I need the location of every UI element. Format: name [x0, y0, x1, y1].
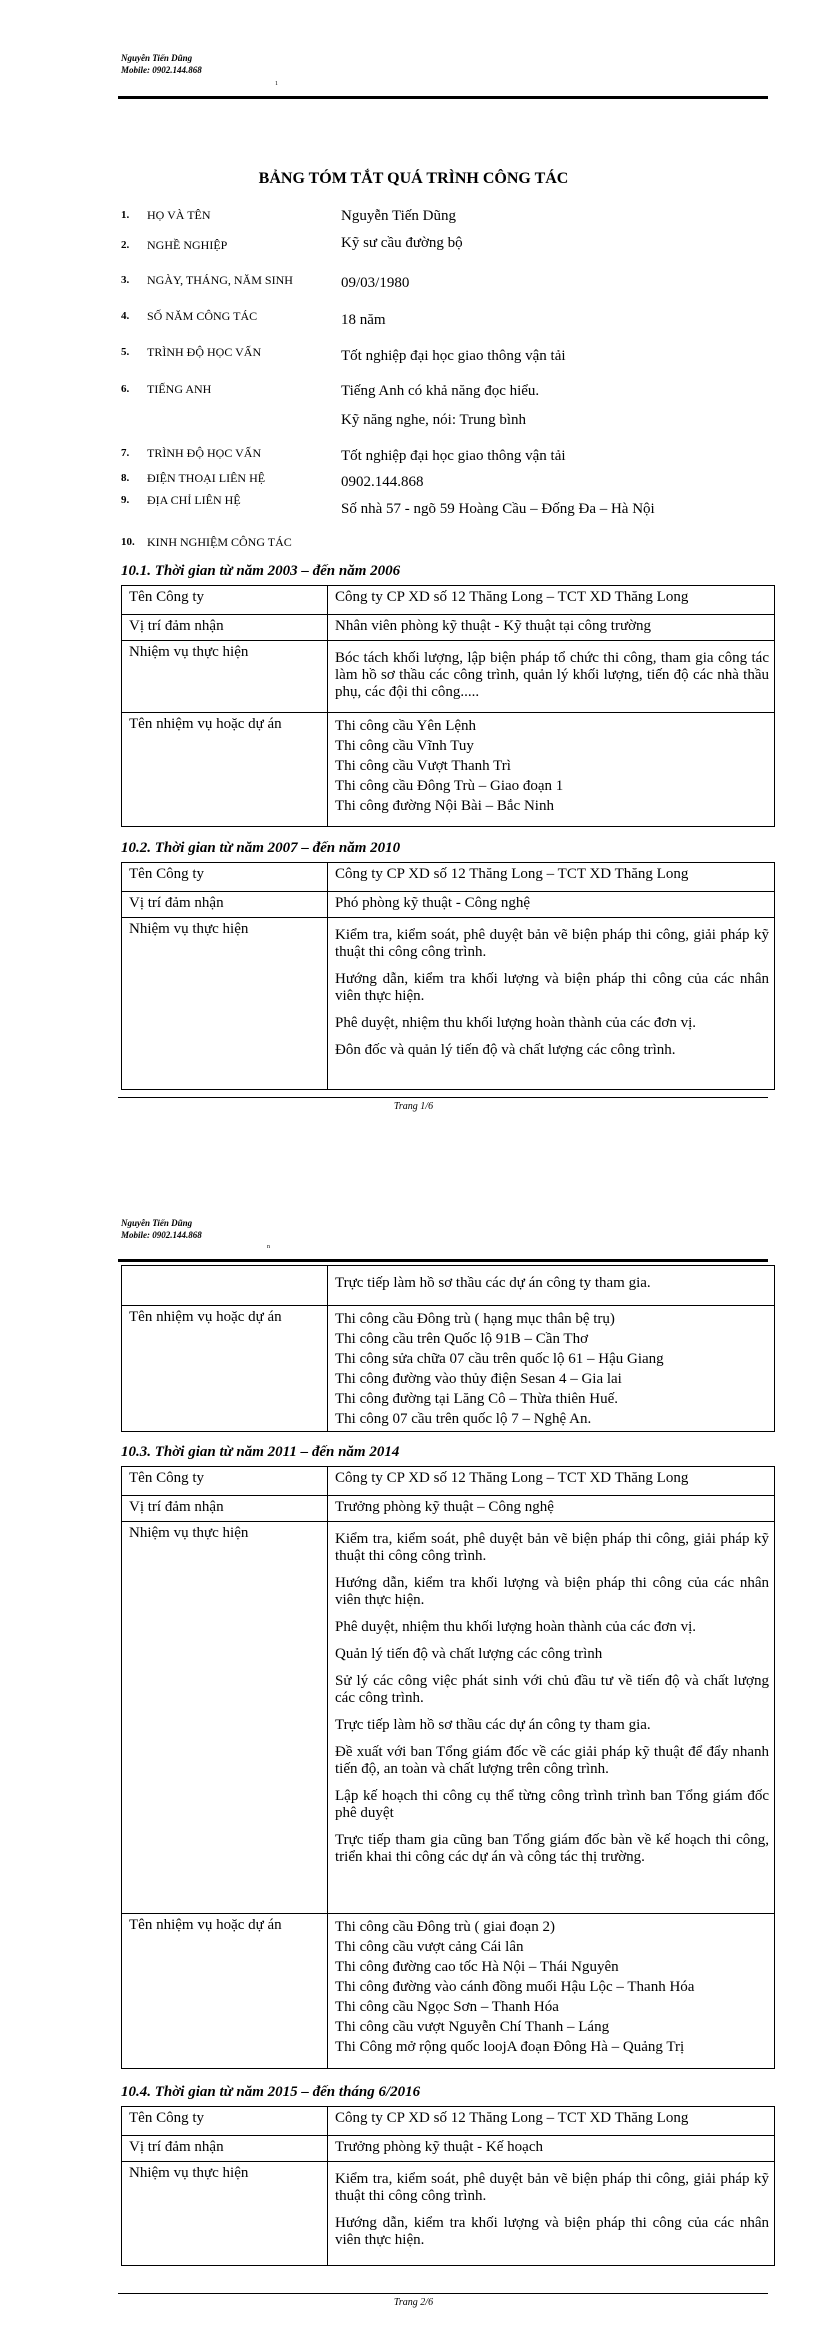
table-row	[122, 1914, 775, 2069]
row-label: Tên nhiệm vụ hoặc dự án	[122, 713, 328, 827]
table-row	[122, 1306, 775, 1432]
row-value: Phó phòng kỹ thuật - Công nghệ	[328, 892, 775, 918]
duty-item: Kiểm tra, kiểm soát, phê duyệt bản vẽ biện pháp thi công, giải pháp kỹ thuật thi công công trình.	[335, 1531, 769, 1564]
info-num: 8.	[121, 472, 130, 484]
project-item: Thi công cầu Vượt Thanh Trì	[335, 758, 511, 774]
experience-table	[121, 862, 775, 1090]
row-value	[328, 1306, 775, 1432]
experience-table	[121, 2106, 775, 2266]
table-row	[122, 2162, 775, 2266]
table-row	[122, 615, 775, 641]
header-rule	[118, 1259, 768, 1262]
project-item: Thi công đường tại Lăng Cô – Thừa thiên Huế.	[335, 1391, 619, 1407]
duty-item: Kiểm tra, kiểm soát, phê duyệt bản vẽ biện pháp thi công, giải pháp kỹ thuật thi công công trình.	[335, 2171, 769, 2204]
section-heading: 10.1. Thời gian từ năm 2003 – đến năm 2006	[121, 563, 401, 579]
info-value: Tốt nghiệp đại học giao thông vận tải	[341, 448, 566, 464]
duty-item: Trực tiếp làm hồ sơ thầu các dự án công ty tham gia.	[335, 1275, 651, 1291]
row-value	[328, 1266, 775, 1306]
table-row	[122, 713, 775, 827]
row-value: Trưởng phòng kỹ thuật - Kế hoạch	[328, 2136, 775, 2162]
info-label: ĐIỆN THOẠI LIÊN HỆ	[147, 471, 266, 485]
info-label: TIẾNG ANH	[147, 382, 212, 396]
project-item: Thi công cầu vượt cảng Cái lân	[335, 1939, 524, 1955]
experience-table	[121, 585, 775, 827]
row-label: Vị trí đảm nhận	[122, 1496, 328, 1522]
row-value: Công ty CP XD số 12 Thăng Long – TCT XD Thăng Long	[328, 2107, 775, 2136]
header-rule	[118, 96, 768, 99]
duty-item: Trực tiếp tham gia cũng ban Tổng giám đốc bàn về kế hoạch thi công, triển khai thi công các dự án và công tác thị trường.	[335, 1832, 769, 1865]
project-item: Thi công cầu Đông trù ( giai đoạn 2)	[335, 1919, 555, 1935]
info-value: 18 năm	[341, 312, 386, 328]
row-value	[328, 918, 775, 1090]
duty-item: Hướng dẫn, kiểm tra khối lượng và biện pháp thi công của các nhân viên thực hiện.	[335, 2215, 769, 2248]
row-value	[328, 1522, 775, 1914]
table-row	[122, 1522, 775, 1914]
info-label: NGHỀ NGHIỆP	[147, 238, 228, 252]
info-label: HỌ VÀ TÊN	[147, 208, 211, 222]
info-value: Kỹ năng nghe, nói: Trung bình	[341, 412, 527, 428]
row-label: Tên Công ty	[122, 586, 328, 615]
duty-item: Bóc tách khối lượng, lập biện pháp tổ chức thi công, tham gia công tác làm hồ sơ thầu các công trình, quản lý khối lượng, tiến độ các nhà thầu phụ, các đội thi công.....	[335, 650, 769, 700]
row-label: Tên Công ty	[122, 1467, 328, 1496]
info-label: SỐ NĂM CÔNG TÁC	[147, 309, 258, 323]
project-item: Thi công cầu Đông trù ( hạng mục thân bệ trụ)	[335, 1311, 615, 1327]
row-value: Công ty CP XD số 12 Thăng Long – TCT XD Thăng Long	[328, 863, 775, 892]
header-name: Nguyễn Tiến Dũng	[121, 53, 193, 63]
page-number: Trang 2/6	[393, 2297, 434, 2308]
info-value: Tốt nghiệp đại học giao thông vận tải	[341, 348, 566, 364]
duty-item: Đề xuất với ban Tổng giám đốc về các giải pháp kỹ thuật để đẩy nhanh tiến độ, an toàn và chất lượng trên công trình.	[335, 1744, 769, 1777]
row-label: Nhiệm vụ thực hiện	[122, 1522, 328, 1914]
project-item: Thi công cầu Yên Lệnh	[335, 718, 477, 734]
duty-item: Lập kế hoạch thi công cụ thể từng công trình trình ban Tổng giám đốc phê duyệt	[335, 1788, 769, 1821]
duty-item: Phê duyệt, nhiệm thu khối lượng hoàn thành của các đơn vị.	[335, 1619, 697, 1635]
header-block	[121, 52, 202, 76]
row-value: Công ty CP XD số 12 Thăng Long – TCT XD Thăng Long	[328, 586, 775, 615]
row-value	[328, 2162, 775, 2266]
row-label: Vị trí đảm nhận	[122, 892, 328, 918]
info-num: 2.	[121, 239, 130, 251]
duty-item: Hướng dẫn, kiểm tra khối lượng và biện pháp thi công của các nhân viên thực hiện.	[335, 971, 769, 1004]
section-heading: 10.4. Thời gian từ năm 2015 – đến tháng 6/2016	[121, 2084, 421, 2100]
row-value: Nhân viên phòng kỹ thuật - Kỹ thuật tại công trường	[328, 615, 775, 641]
info-num: 4.	[121, 310, 130, 322]
footer-rule	[118, 1097, 768, 1098]
table-row	[122, 918, 775, 1090]
header-mobile: Mobile: 0902.144.868	[121, 65, 202, 75]
project-item: Thi công cầu vượt Nguyễn Chí Thanh – Láng	[335, 2019, 610, 2035]
row-label: Vị trí đảm nhận	[122, 2136, 328, 2162]
duty-item: Đôn đốc và quản lý tiến độ và chất lượng các công trình.	[335, 1042, 676, 1058]
info-num: 3.	[121, 274, 130, 286]
info-num: 5.	[121, 346, 130, 358]
project-item: Thi công đường vào cánh đồng muối Hậu Lộc – Thanh Hóa	[335, 1979, 695, 1995]
row-value: Công ty CP XD số 12 Thăng Long – TCT XD Thăng Long	[328, 1467, 775, 1496]
section-heading: 10.3. Thời gian từ năm 2011 – đến năm 2014	[121, 1444, 400, 1460]
row-label: Tên nhiệm vụ hoặc dự án	[122, 1914, 328, 2069]
info-num: 6.	[121, 383, 130, 395]
project-item: Thi công đường vào thủy điện Sesan 4 – Gia lai	[335, 1371, 622, 1387]
info-value: Số nhà 57 - ngõ 59 Hoàng Cầu – Đống Đa – Hà Nội	[341, 501, 655, 517]
project-item: Thi công cầu trên Quốc lộ 91B – Cần Thơ	[335, 1331, 589, 1347]
info-value: Kỹ sư cầu đường bộ	[341, 235, 463, 251]
info-label: ĐỊA CHỈ LIÊN HỆ	[147, 493, 241, 507]
experience-table	[121, 1466, 775, 2069]
table-row	[122, 1467, 775, 1496]
page-title: BẢNG TÓM TẮT QUÁ TRÌNH CÔNG TÁC	[258, 170, 569, 187]
info-num: 10.	[121, 536, 135, 548]
row-label: Nhiệm vụ thực hiện	[122, 641, 328, 713]
table-row	[122, 641, 775, 713]
duty-item: Kiểm tra, kiểm soát, phê duyệt bản vẽ biện pháp thi công, giải pháp kỹ thuật thi công công trình.	[335, 927, 769, 960]
table-row	[122, 1266, 775, 1306]
duty-item: Sử lý các công việc phát sinh với chủ đầu tư về tiến độ và chất lượng các công trình.	[335, 1673, 769, 1706]
header-mark: n	[267, 1244, 270, 1250]
row-value	[328, 713, 775, 827]
footer-rule	[118, 2293, 768, 2294]
info-value: 0902.144.868	[341, 474, 424, 490]
duty-item: Trực tiếp làm hồ sơ thầu các dự án công ty tham gia.	[335, 1717, 651, 1733]
table-row	[122, 586, 775, 615]
info-num: 1.	[121, 209, 130, 221]
project-item: Thi công cầu Vĩnh Tuy	[335, 738, 474, 754]
header-mark: 1	[275, 81, 278, 87]
page-1	[0, 0, 827, 1150]
info-label: TRÌNH ĐỘ HỌC VẤN	[147, 345, 262, 359]
project-item: Thi Công mở rộng quốc loojA đoạn Đông Hà – Quảng Trị	[335, 2039, 685, 2055]
table-row	[122, 2107, 775, 2136]
header-mobile: Mobile: 0902.144.868	[121, 1230, 202, 1240]
info-label: NGÀY, THÁNG, NĂM SINH	[147, 273, 293, 287]
section-heading: 10.2. Thời gian từ năm 2007 – đến năm 2010	[121, 840, 401, 856]
info-value: Nguyễn Tiến Dũng	[341, 208, 457, 224]
duty-item: Phê duyệt, nhiệm thu khối lượng hoàn thành của các đơn vị.	[335, 1015, 697, 1031]
info-value: Tiếng Anh có khả năng đọc hiểu.	[341, 383, 540, 399]
info-label: TRÌNH ĐỘ HỌC VẤN	[147, 446, 262, 460]
row-label: Tên Công ty	[122, 863, 328, 892]
row-value: Trưởng phòng kỹ thuật – Công nghệ	[328, 1496, 775, 1522]
row-label: Nhiệm vụ thực hiện	[122, 2162, 328, 2266]
row-value	[328, 641, 775, 713]
page-number: Trang 1/6	[393, 1101, 434, 1112]
info-num: 9.	[121, 494, 130, 506]
header-name: Nguyễn Tiến Dũng	[121, 1218, 193, 1228]
project-item: Thi công đường Nội Bài – Bắc Ninh	[335, 798, 554, 814]
header-block	[121, 1217, 202, 1241]
row-label: Tên Công ty	[122, 2107, 328, 2136]
row-label: Tên nhiệm vụ hoặc dự án	[122, 1306, 328, 1432]
duty-item: Hướng dẫn, kiểm tra khối lượng và biện pháp thi công của các nhân viên thực hiện.	[335, 1575, 769, 1608]
info-value: 09/03/1980	[341, 275, 410, 291]
table-row	[122, 892, 775, 918]
project-item: Thi công cầu Ngọc Sơn – Thanh Hóa	[335, 1999, 559, 2015]
table-row	[122, 863, 775, 892]
project-item: Thi công đường cao tốc Hà Nội – Thái Nguyên	[335, 1959, 619, 1975]
table-row	[122, 1496, 775, 1522]
project-item: Thi công cầu Đông Trù – Giao đoạn 1	[335, 778, 564, 794]
row-label: Nhiệm vụ thực hiện	[122, 918, 328, 1090]
info-num: 7.	[121, 447, 130, 459]
table-row	[122, 2136, 775, 2162]
info-label: KINH NGHIỆM CÔNG TÁC	[147, 535, 292, 549]
page-2	[0, 1210, 827, 2340]
project-item: Thi công 07 cầu trên quốc lộ 7 – Nghệ An.	[335, 1411, 592, 1427]
duty-item: Quản lý tiến độ và chất lượng các công trình	[335, 1646, 603, 1662]
project-item: Thi công sửa chữa 07 cầu trên quốc lộ 61 – Hậu Giang	[335, 1351, 664, 1367]
row-value	[328, 1914, 775, 2069]
experience-table	[121, 1265, 775, 1432]
row-label	[122, 1266, 328, 1306]
row-label: Vị trí đảm nhận	[122, 615, 328, 641]
